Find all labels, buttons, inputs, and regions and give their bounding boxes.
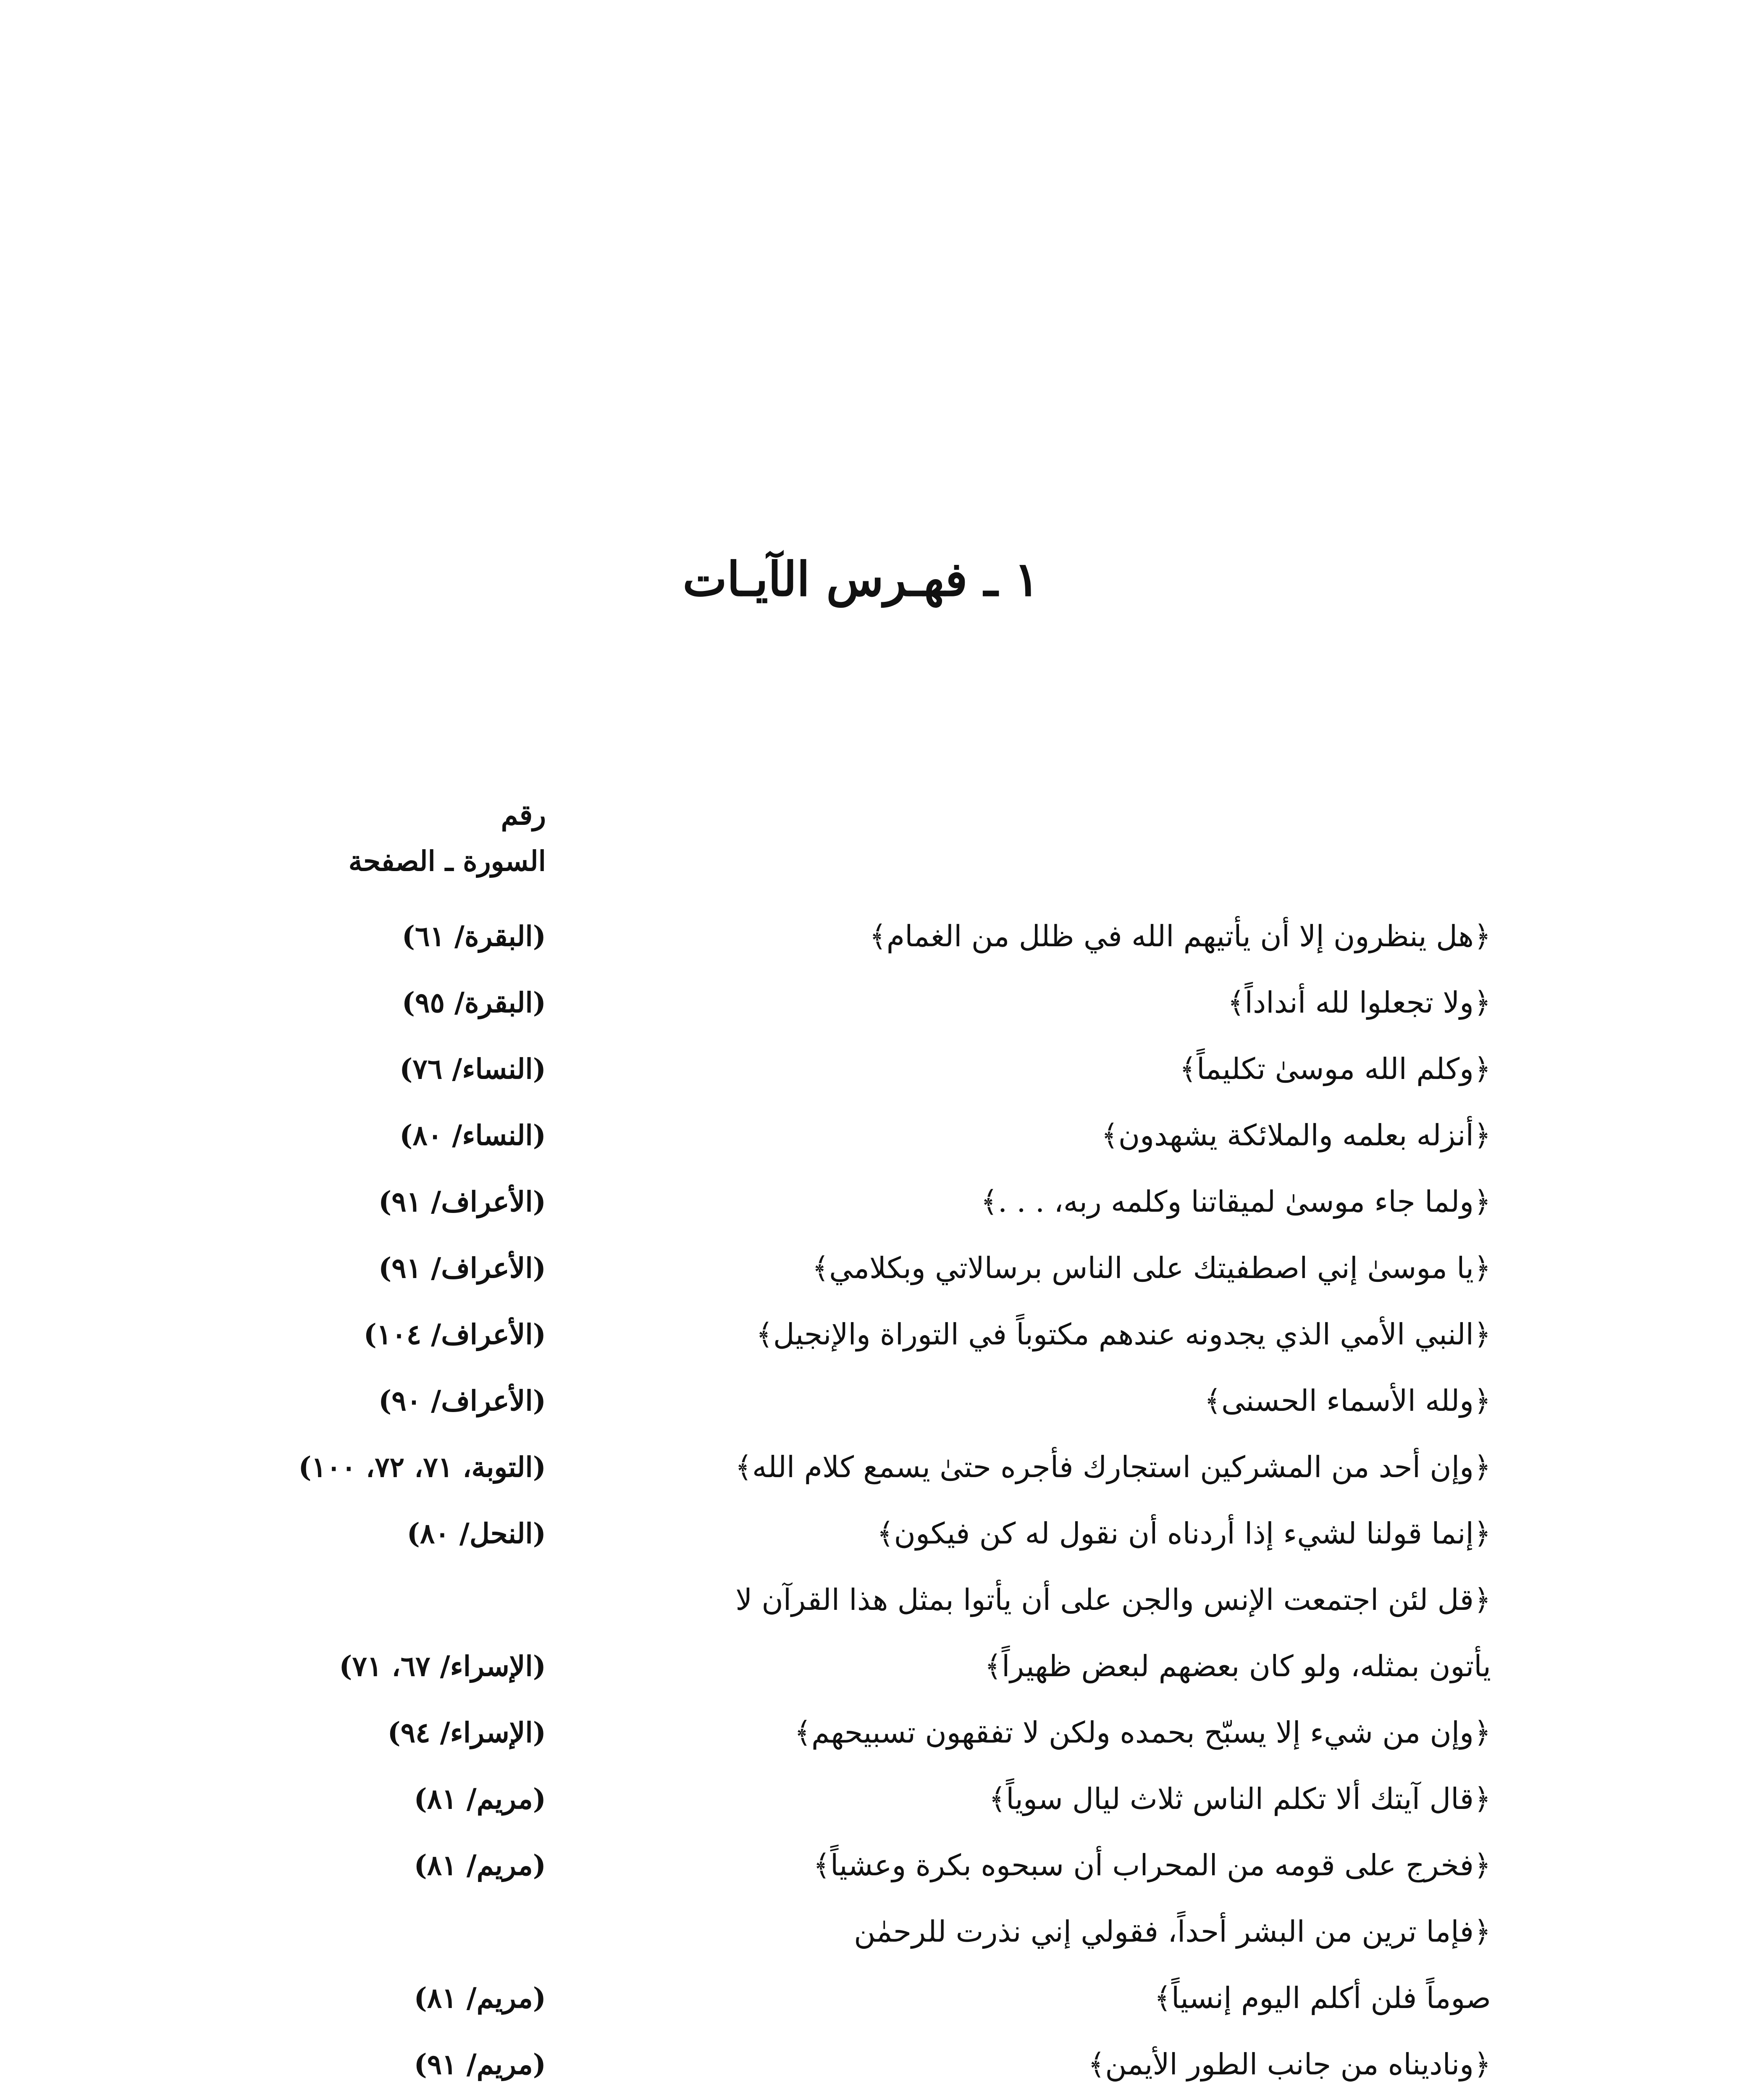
verse-text: ﴿النبي الأمي الذي يجدونه عندهم مكتوباً في التوراة والإنجيل﴾ (756, 1317, 1491, 1352)
index-entry (126, 1368, 1491, 1434)
surah-page-reference: (الأعراف/ ٩٠) (378, 1384, 546, 1417)
index-entry (126, 1102, 1491, 1168)
surah-page-reference: (الإسراء/ ٦٧، ٧١) (339, 1650, 546, 1683)
index-entry (126, 1898, 1491, 2031)
index-entry (126, 1235, 1491, 1301)
index-entry (126, 1500, 1491, 1567)
verse-text: ﴿أنزله بعلمه والملائكة يشهدون﴾ (1101, 1118, 1491, 1152)
surah-page-reference: (مريم/ ٨١) (414, 1849, 546, 1882)
verse-text: ﴿هل ينظرون إلا أن يأتيهم الله في ظلل من الغمام﴾ (869, 919, 1491, 953)
surah-page-reference: (النساء/ ٧٦) (399, 1053, 546, 1085)
surah-page-reference: (الأعراف/ ٩١) (378, 1185, 546, 1218)
surah-page-reference: (البقرة/ ٩٥) (402, 986, 546, 1019)
surah-page-reference: (البقرة/ ٦١) (402, 920, 546, 953)
page-title: ١ ـ فهـرس الآيـات (682, 552, 1040, 607)
verse-text: صوماً فلن أكلم اليوم إنسياً﴾ (1154, 1981, 1491, 2015)
column-header-number: رقم (501, 798, 546, 831)
verse-text: ﴿ولله الأسماء الحسنى﴾ (1204, 1383, 1491, 1418)
verse-text: ﴿وكلم الله موسىٰ تكليماً﴾ (1179, 1052, 1491, 1086)
surah-page-reference: (مريم/ ٩١) (414, 2048, 546, 2081)
verse-text: ﴿قال آيتك ألا تكلم الناس ثلاث ليال سوياً﴾ (989, 1782, 1491, 1816)
verse-text (567, 2097, 1491, 2100)
index-entry (126, 1699, 1491, 1766)
index-entry (126, 1168, 1491, 1235)
surah-page-reference: (الأعراف/ ١٠٤) (363, 1318, 546, 1351)
index-entry (126, 1434, 1491, 1500)
index-entry (126, 1766, 1491, 1832)
verse-text: ﴿ولما جاء موسىٰ لميقاتنا وكلمه ربه، . . .﴾ (980, 1184, 1491, 1219)
verse-text: ﴿وإن من شيء إلا يسبّح بحمده ولكن لا تفقهون تسبيحهم﴾ (794, 1715, 1491, 1750)
index-entry (126, 2097, 1491, 2100)
index-entry (126, 2031, 1491, 2097)
surah-page-reference: (النساء/ ٨٠) (399, 1119, 546, 1152)
verse-text: ﴿وناديناه من جانب الطور الأيمن﴾ (1088, 2047, 1491, 2082)
surah-page-reference: (مريم/ ٨١) (414, 1982, 546, 2014)
verse-text: ﴿قل لئن اجتمعت الإنس والجن على أن يأتوا بمثل هذا القرآن لا (735, 1583, 1491, 1617)
surah-page-reference: (مريم/ ٨١) (414, 1782, 546, 1815)
index-entry (126, 1567, 1491, 1699)
surah-page-reference: (النحل/ ٨٠) (407, 1517, 546, 1550)
index-entry (126, 1301, 1491, 1368)
surah-page-reference: (الإسراء/ ٩٤) (387, 1716, 546, 1749)
verse-text: ﴿فخرج على قومه من المحراب أن سبحوه بكرة وعشياً﴾ (813, 1848, 1491, 1882)
index-entry (126, 1036, 1491, 1102)
surah-page-reference: (الأعراف/ ٩١) (378, 1252, 546, 1284)
verse-text: ﴿يا موسىٰ إني اصطفيتك على الناس برسالاتي وبكلامي﴾ (812, 1251, 1491, 1285)
verse-text: ﴿وإن أحد من المشركين استجارك فأجره حتىٰ يسمع كلام الله﴾ (735, 1450, 1491, 1484)
column-header-surah-page: السورة ـ الصفحة (348, 845, 546, 877)
verse-text: يأتون بمثله، ولو كان بعضهم لبعض ظهيراً﴾ (984, 1649, 1491, 1683)
verse-text: ﴿إنما قولنا لشيء إذا أردناه أن نقول له كن فيكون﴾ (877, 1516, 1491, 1551)
surah-page-reference (126, 2097, 546, 2100)
index-entry (126, 1832, 1491, 1898)
index-entry (126, 903, 1491, 969)
index-entry (126, 969, 1491, 1036)
verse-text: ﴿فإما ترين من البشر أحداً، فقولي إني نذرت للرحمٰن (854, 1914, 1491, 1949)
verse-text: ﴿ولا تجعلوا لله أنداداً﴾ (1227, 985, 1491, 1020)
surah-page-reference: (التوبة، ٧١، ٧٢، ١٠٠) (298, 1451, 546, 1483)
